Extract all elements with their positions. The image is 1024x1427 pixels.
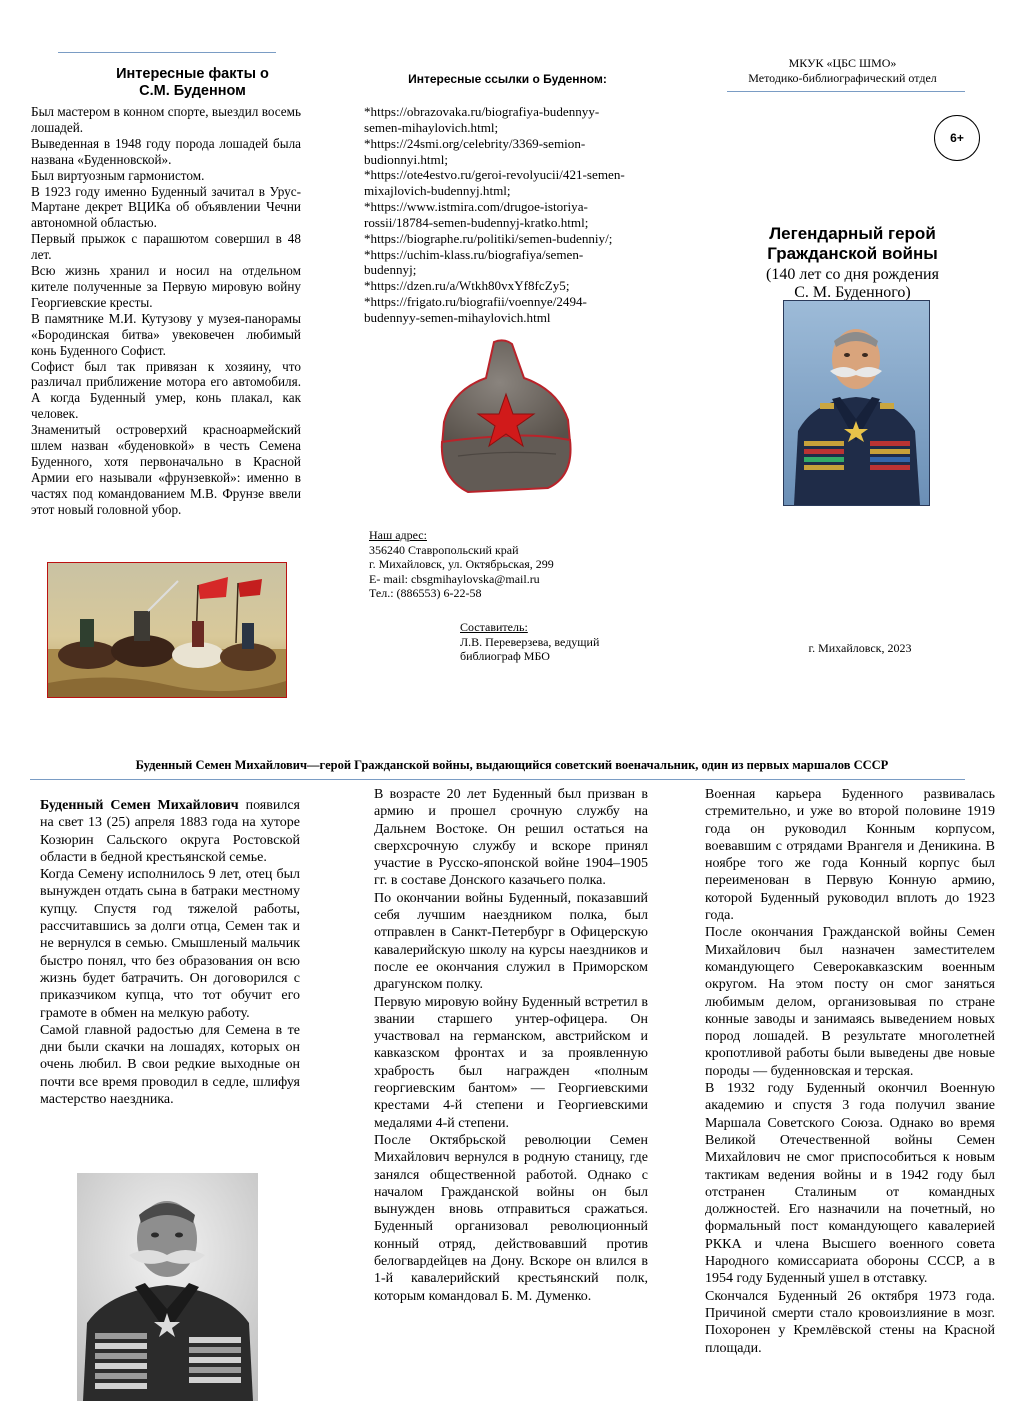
facts-title [40, 66, 345, 100]
link-line[interactable]: *https://www.istmira.com/drugoe-istoriya- [364, 199, 588, 215]
compiler-block [460, 620, 660, 664]
bio-column-middle [374, 786, 648, 1305]
link-line[interactable]: *https://obrazovaka.ru/biografiya-budennyy- [364, 104, 600, 119]
bio-paragraph [40, 797, 300, 866]
bio-paragraph: Скончался Буденный 26 октября 1973 года. Причиной смерти стало кровоизлияние в мозг. Похоронен у Кремлёвской стены на Красной площади. [705, 1288, 995, 1356]
fact-item: Был виртуозным гармонистом. [31, 167, 205, 183]
bio-column-right [705, 786, 995, 1357]
budenovka-helmet-image [428, 338, 583, 498]
org-underline [727, 91, 965, 92]
bio-paragraph: Первую мировую войну Буденный встретил в звании старшего унтер-офицера. Он участвовал на германском, австрийском и кавказском фронтах и за проявленную храбрость был награжден «полным георгиевским бантом» — Георгиевскими крестами 4-й степени и Георгиевскими медалями 4-й степени. [374, 994, 648, 1131]
fact-item: Софист был так привязан к хозяину, что различал приближение мотора его автомобиля. А когда Буденный умер, конь плакал, как человек. [31, 358, 301, 422]
fact-item: Первый прыжок с парашютом совершил в 48 лет. [31, 231, 301, 263]
headline-rule [30, 779, 965, 780]
bio-column-left [40, 797, 300, 1108]
bio-name: Буденный Семен Михайлович [40, 798, 239, 813]
address-email[interactable]: E- mail: cbsgmihaylovska@mail.ru [369, 571, 540, 586]
marshal-portrait-bw [77, 1173, 258, 1401]
organization-name: МКУК «ЦБС ШМО» [788, 56, 897, 70]
facts-title-line1: Интересные факты о [116, 66, 269, 82]
link-line[interactable]: *https://24smi.org/celebrity/3369-semion- [364, 135, 586, 151]
bio-paragraph: Самой главной радостью для Семена в те дни были скачки на лошадях, которых он очень любил. В свои редкие выходные он почти все время проводил в седле, шлифуя мастерство наездника. [40, 1022, 300, 1108]
link-line[interactable]: *https://biographe.ru/politiki/semen-budenniy/; [364, 230, 613, 246]
portrait-color-svg [784, 301, 929, 505]
bio-intro: появился на свет 13 (25) апреля 1883 года на хуторе Козюрин Сальского округа Ростовской области в бедной крестьянской семье. [40, 798, 300, 865]
bio-paragraph: После окончания Гражданской войны Семен Михайлович был назначен заместителем командующего Северокавказским военным округом. На этом посту он смог заняться любимым делом, организовывая по стране конные заводы и занимаясь выведением новых пород лошадей. В результате многолетней кропотливой работы были выведены две новые породы — буденновская и терская. [705, 925, 995, 1079]
fact-item: Был мастером в конном спорте, выездил восемь лошадей. [31, 104, 301, 135]
fact-item: В памятнике М.И. Кутузову у музея-панорамы «Бородинская битва» увековечен любимый конь Буденного Софист. [31, 310, 301, 358]
bio-headline: Буденный Семен Михайлович—герой Гражданской войны, выдающийся советский военачальник, один из первых маршалов СССР [135, 758, 889, 772]
link-line[interactable]: *https://uchim-klass.ru/biografiya/semen- [364, 246, 584, 262]
link-line[interactable]: budennyy-semen-mihaylovich.html [364, 309, 551, 325]
links-list [364, 104, 664, 326]
link-line[interactable]: rossii/18784-semen-budennyj-kratko.html; [364, 214, 589, 230]
organization-header [720, 56, 965, 85]
cover-title-line2: Гражданской войны [767, 244, 938, 263]
cover-title [740, 224, 965, 264]
fact-item: Всю жизнь хранил и носил на отдельном кителе полученные за Первую мировую войну Георгиевские кресты. [31, 263, 301, 310]
bio-paragraph: Когда Семену исполнилось 9 лет, отец был вынужден отдать сына в батраки местному купцу. Спустя год тяжелой работы, рассчитавшись за долги отца, Семен так и не вернулся в семью. Смышленый мальчик быстро понял, что без образования он всю жизнь будет батрачить. Он договорился с приказчиком купца, что тот обучит его грамоте в обмен на мелкую работу. [40, 867, 300, 1021]
facts-title-line2: С.М. Буденном [139, 83, 246, 99]
cavalry-painting [47, 562, 287, 698]
link-line[interactable]: *https://frigato.ru/biografii/voennye/2494- [364, 294, 587, 310]
cover-subtitle-line2: С. М. Буденного) [794, 284, 911, 301]
compiler-line: библиограф МБО [460, 649, 550, 664]
link-line[interactable]: budennyj; [364, 262, 417, 278]
department-name: Методико-библиографический отдел [748, 70, 937, 85]
city-year: г. Михайловск, 2023 [808, 641, 912, 655]
cover-subtitle [740, 266, 965, 302]
links-title: Интересные ссылки о Буденном: [408, 72, 607, 86]
address-phone: Тел.: (886553) 6-22-58 [369, 586, 482, 601]
bio-paragraph: После Октябрьской революции Семен Михайлович вернулся в родную станицу, где занялся общественной работой. Однако с началом Гражданской войны он был вынужден вновь отправиться сражаться. Буденный организовал революционный конный отряд, действовавший против белогвардейцев на Дону. Вскоре он влился в 1-й кавалерийский крестьянский полк, которым командовал Б. М. Думенко. [374, 1132, 648, 1304]
cover-subtitle-line1: (140 лет со дня рождения [766, 266, 939, 283]
bio-paragraph: Военная карьера Буденного развивалась стремительно, и уже во второй половине 1919 года он руководил Конным корпусом, воевавшим с отрядами Врангеля и Деникина. В ноябре того же года Конный корпус был переименован в Первую Конную армию, которой Буденный руководил вплоть до 1923 года. [705, 787, 995, 924]
compiler-line: Л.В. Переверзева, ведущий [460, 634, 600, 649]
link-line[interactable]: semen-mihaylovich.html; [364, 119, 499, 135]
address-line: 356240 Ставропольский край [369, 542, 519, 557]
facts-list [31, 104, 301, 518]
cavalry-painting-svg [48, 563, 286, 697]
cover-title-line1: Легендарный герой [769, 224, 936, 243]
helmet-svg [428, 338, 583, 498]
bio-paragraph: По окончании войны Буденный, показавший себя лучшим наездником полка, был отправлен в Санкт-Петербург в Офицерскую кавалерийскую школу на курсы наездников и после ее окончания служил в Приморском драгунском полку. [374, 890, 648, 993]
fact-item: Знаменитый островерхий красноармейский шлем назван «буденовкой» в честь Семена Буденного, хотя первоначально в Красной Армии его называли «фрунзевкой»: именно в частях под командованием М.В. Фрунзе ввели этот новый головной убор. [31, 422, 301, 517]
address-block [369, 528, 629, 601]
fact-item: В 1923 году именно Буденный зачитал в Урус-Мартане декрет ВЦИКа об объявлении Чечни автономной областью. [31, 183, 301, 231]
compiler-label: Составитель: [460, 620, 528, 634]
bio-paragraph: В 1932 году Буденный окончил Военную академию и спустя 3 года получил звание Маршала Советского Союза. Однако во время Великой Отечественной войны Семен Михайлович не смог приспособиться к новым тактикам ведения войны и в 1942 году был отстранен Сталиным от командных должностей. Его назначили на почетный, но формальный пост командующего кавалерией РККА и члена Высшего военного совета Народного комиссариата обороны СССР, а в 1954 году Буденный ушел в отставку. [705, 1081, 995, 1287]
fact-item: Выведенная в 1948 году порода лошадей была названа «Буденновской». [31, 135, 301, 167]
age-rating-badge: 6+ [934, 115, 980, 161]
link-line[interactable]: *https://dzen.ru/a/Wtkh80vxYf8fcZy5; [364, 278, 570, 294]
marshal-portrait-color [783, 300, 930, 506]
address-label: Наш адрес: [369, 528, 427, 542]
top-left-rule [58, 52, 276, 53]
address-line: г. Михайловск, ул. Октябрьская, 299 [369, 557, 554, 572]
portrait-bw-svg [77, 1173, 258, 1401]
link-line[interactable]: mixajlovich-budennyj.html; [364, 183, 511, 199]
bio-paragraph: В возрасте 20 лет Буденный был призван в армию и прошел срочную службу на Дальнем Востоке. Он решил остаться на сверхсрочную службу и вскоре принял участие в Русско-японской войне 1904–1905 гг. в составе Донского казачьего полка. [374, 787, 648, 889]
link-line[interactable]: *https://ote4estvo.ru/geroi-revolyucii/421-semen- [364, 167, 625, 183]
link-line[interactable]: budionnyi.html; [364, 151, 449, 167]
